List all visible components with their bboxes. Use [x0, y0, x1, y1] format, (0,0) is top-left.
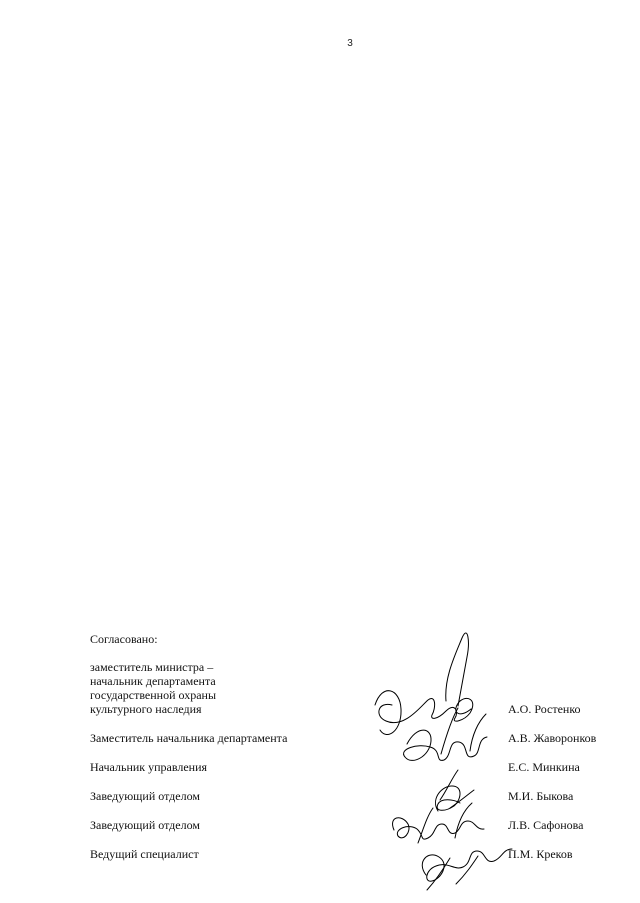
approver-name: Е.С. Минкина: [508, 760, 580, 774]
approver-position: Ведущий специалист: [90, 847, 199, 861]
approver-position: заместитель министра – начальник департамента государственной охраны культурного наследия: [90, 660, 217, 716]
page-number: 3: [347, 38, 353, 49]
approval-row: [90, 760, 610, 774]
approval-heading: Согласовано:: [90, 632, 158, 646]
approver-position: Заведующий отделом: [90, 818, 200, 832]
approver-name: Л.В. Сафонова: [508, 818, 584, 832]
approval-block: [90, 632, 610, 861]
approval-row: [90, 660, 610, 716]
approver-name: М.И. Быкова: [508, 789, 574, 803]
approval-row: [90, 789, 610, 803]
approval-row: [90, 847, 610, 861]
approver-name: А.В. Жаворонков: [508, 731, 597, 745]
approver-position: Начальник управления: [90, 760, 208, 774]
approver-position: Заведующий отделом: [90, 789, 200, 803]
approval-row: [90, 818, 610, 832]
approval-row: [90, 731, 610, 745]
approver-position: Заместитель начальника департамента: [90, 731, 288, 745]
approver-name: А.О. Ростенко: [508, 702, 581, 716]
approver-name: П.М. Креков: [508, 847, 573, 861]
